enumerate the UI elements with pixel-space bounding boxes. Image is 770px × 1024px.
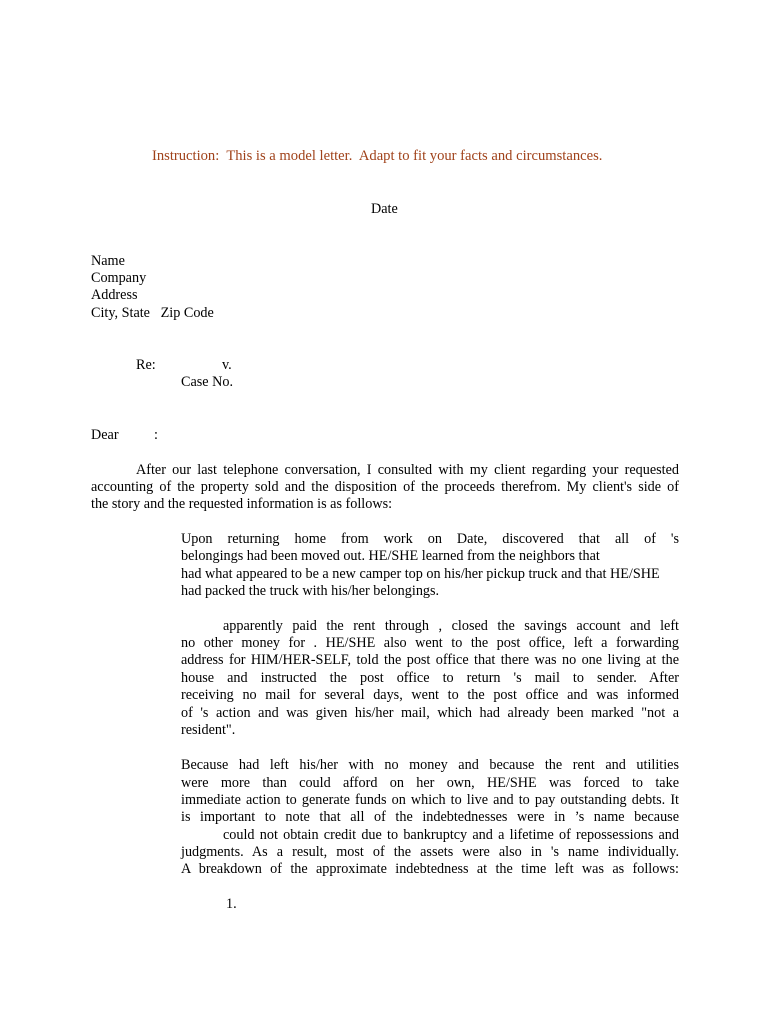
para2-line-5: receiving no mail for several days, went to the post office and was informed xyxy=(181,687,679,703)
recipient-city-state-zip: City, State Zip Code xyxy=(91,305,214,321)
para2-line-6: of 's action and was given his/her mail, which had already been marked "not a xyxy=(181,705,679,721)
para2-line-2: no other money for . HE/SHE also went to the post office, left a forwarding xyxy=(181,635,679,651)
re-label: Re: xyxy=(136,357,156,373)
para3-line-4: is important to note that all of the indebtednesses were in ’s name because xyxy=(181,809,679,825)
para1-line-2: belongings had been moved out. HE/SHE learned from the neighbors that xyxy=(181,548,600,564)
intro-line-2: accounting of the property sold and the disposition of the proceeds therefrom. My client's side of xyxy=(91,479,679,495)
para1-line-3: had what appeared to be a new camper top on his/her pickup truck and that HE/SHE xyxy=(181,566,660,582)
intro-line-3: the story and the requested information is as follows: xyxy=(91,496,393,512)
para3-line-5: could not obtain credit due to bankruptcy and a lifetime of repossessions and xyxy=(223,827,679,843)
para3-line-3: immediate action to generate funds on which to live and to pay outstanding debts. It xyxy=(181,792,679,808)
para2-line-3: address for HIM/HER-SELF, told the post office that there was no one living at the xyxy=(181,652,679,668)
para1-line-1: Upon returning home from work on Date, discovered that all of 's xyxy=(181,531,679,547)
recipient-name: Name xyxy=(91,253,125,269)
para3-line-2: were more than could afford on her own, HE/SHE was forced to take xyxy=(181,775,679,791)
intro-line-1: After our last telephone conversation, I consulted with my client regarding your requested xyxy=(136,462,679,478)
recipient-company: Company xyxy=(91,270,147,286)
para2-line-7: resident". xyxy=(181,722,236,738)
instruction-note: Instruction: This is a model letter. Adapt to fit your facts and circumstances. xyxy=(152,148,603,164)
para1-line-4: had packed the truck with his/her belongings. xyxy=(181,583,440,599)
date-line: Date xyxy=(371,201,398,217)
para2-line-4: house and instructed the post office to return 's mail to sender. After xyxy=(181,670,679,686)
para2-line-1: apparently paid the rent through , closed the savings account and left xyxy=(223,618,679,634)
re-versus: v. xyxy=(222,357,232,373)
re-case-number: Case No. xyxy=(181,374,234,390)
para3-line-1: Because had left his/her with no money and because the rent and utilities xyxy=(181,757,679,773)
recipient-address: Address xyxy=(91,287,138,303)
para3-line-7: A breakdown of the approximate indebtedness at the time left was as follows: xyxy=(181,861,679,877)
list-item-number: 1. xyxy=(226,896,237,912)
salutation: Dear : xyxy=(91,427,158,443)
para3-line-6: judgments. As a result, most of the assets were also in 's name individually. xyxy=(181,844,679,860)
